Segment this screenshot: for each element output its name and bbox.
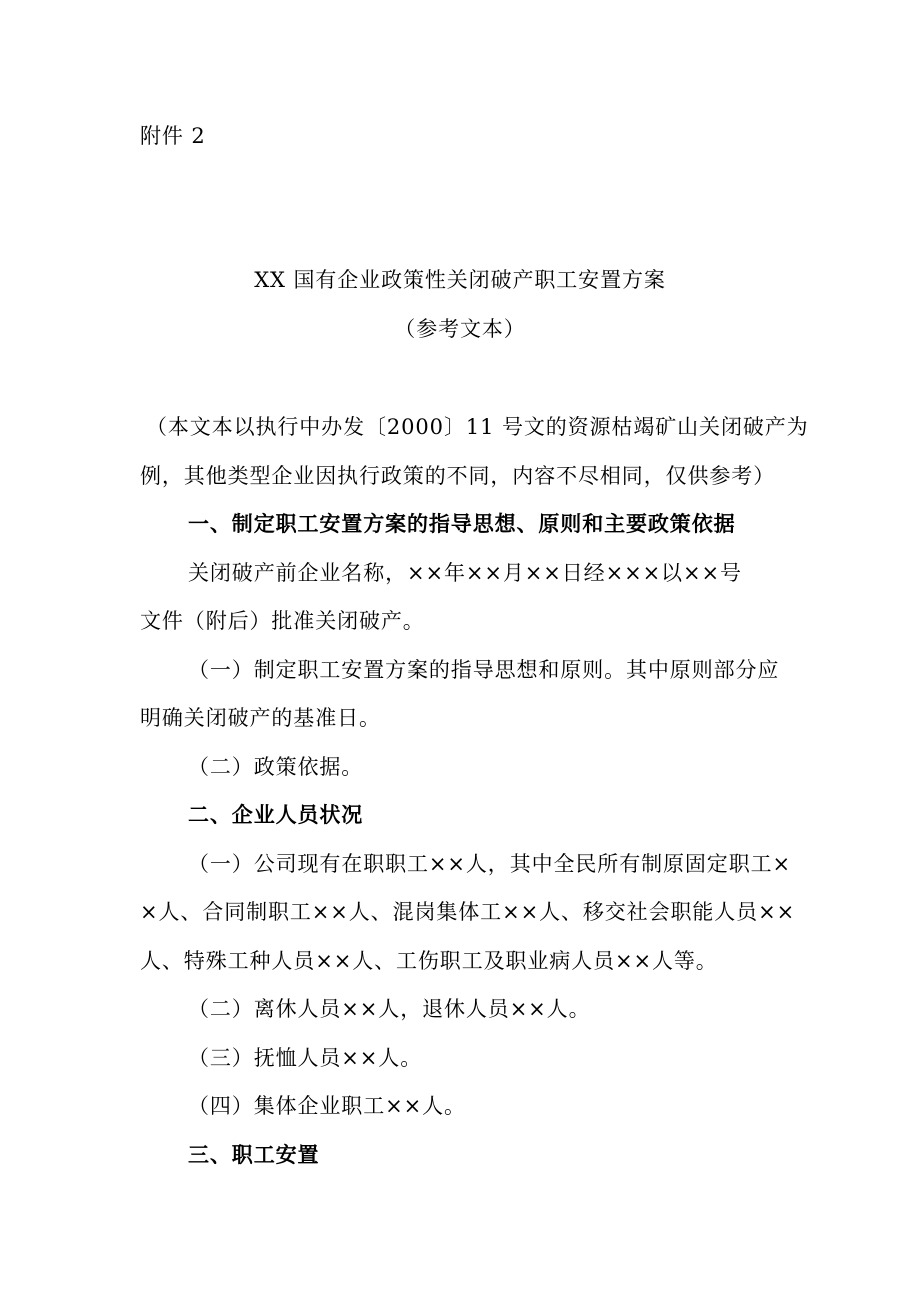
section-2-item-4: （四）集体企业职工××人。 bbox=[188, 1094, 466, 1118]
section-2-item-1-line-2: ×人、合同制职工××人、混岗集体工××人、移交社会职能人员×× bbox=[140, 900, 796, 924]
document-title: XX 国有企业政策性关闭破产职工安置方案 bbox=[254, 268, 666, 292]
section-1-item-1-line-1: （一）制定职工安置方案的指导思想和原则。其中原则部分应 bbox=[188, 658, 780, 682]
section-2-heading: 二、企业人员状况 bbox=[188, 803, 364, 827]
section-1-para-1-line-2: 文件（附后）批准关闭破产。 bbox=[140, 609, 425, 633]
section-3-heading: 三、职工安置 bbox=[188, 1143, 320, 1167]
section-1-item-2: （二）政策依据。 bbox=[188, 755, 364, 779]
note-line-2: 例，其他类型企业因执行政策的不同，内容不尽相同，仅供参考） bbox=[140, 464, 776, 488]
attachment-label: 附件 2 bbox=[140, 124, 206, 148]
section-1-para-1-line-1: 关闭破产前企业名称，××年××月××日经×××以××号 bbox=[188, 561, 742, 585]
document-subtitle: （参考文本） bbox=[394, 317, 526, 341]
section-1-heading: 一、制定职工安置方案的指导思想、原则和主要政策依据 bbox=[188, 512, 736, 536]
section-2-item-1-line-3: 人、特殊工种人员××人、工伤职工及职业病人员××人等。 bbox=[140, 949, 718, 973]
section-2-item-3: （三）抚恤人员××人。 bbox=[188, 1046, 423, 1070]
section-2-item-1-line-1: （一）公司现有在职职工××人，其中全民所有制原固定职工× bbox=[188, 852, 791, 876]
section-2-item-2: （二）离休人员××人，退休人员××人。 bbox=[188, 997, 591, 1021]
note-line-1: （本文本以执行中办发〔2000〕11 号文的资源枯竭矿山关闭破产为 bbox=[146, 415, 809, 439]
section-1-item-1-line-2: 明确关闭破产的基准日。 bbox=[140, 706, 381, 730]
